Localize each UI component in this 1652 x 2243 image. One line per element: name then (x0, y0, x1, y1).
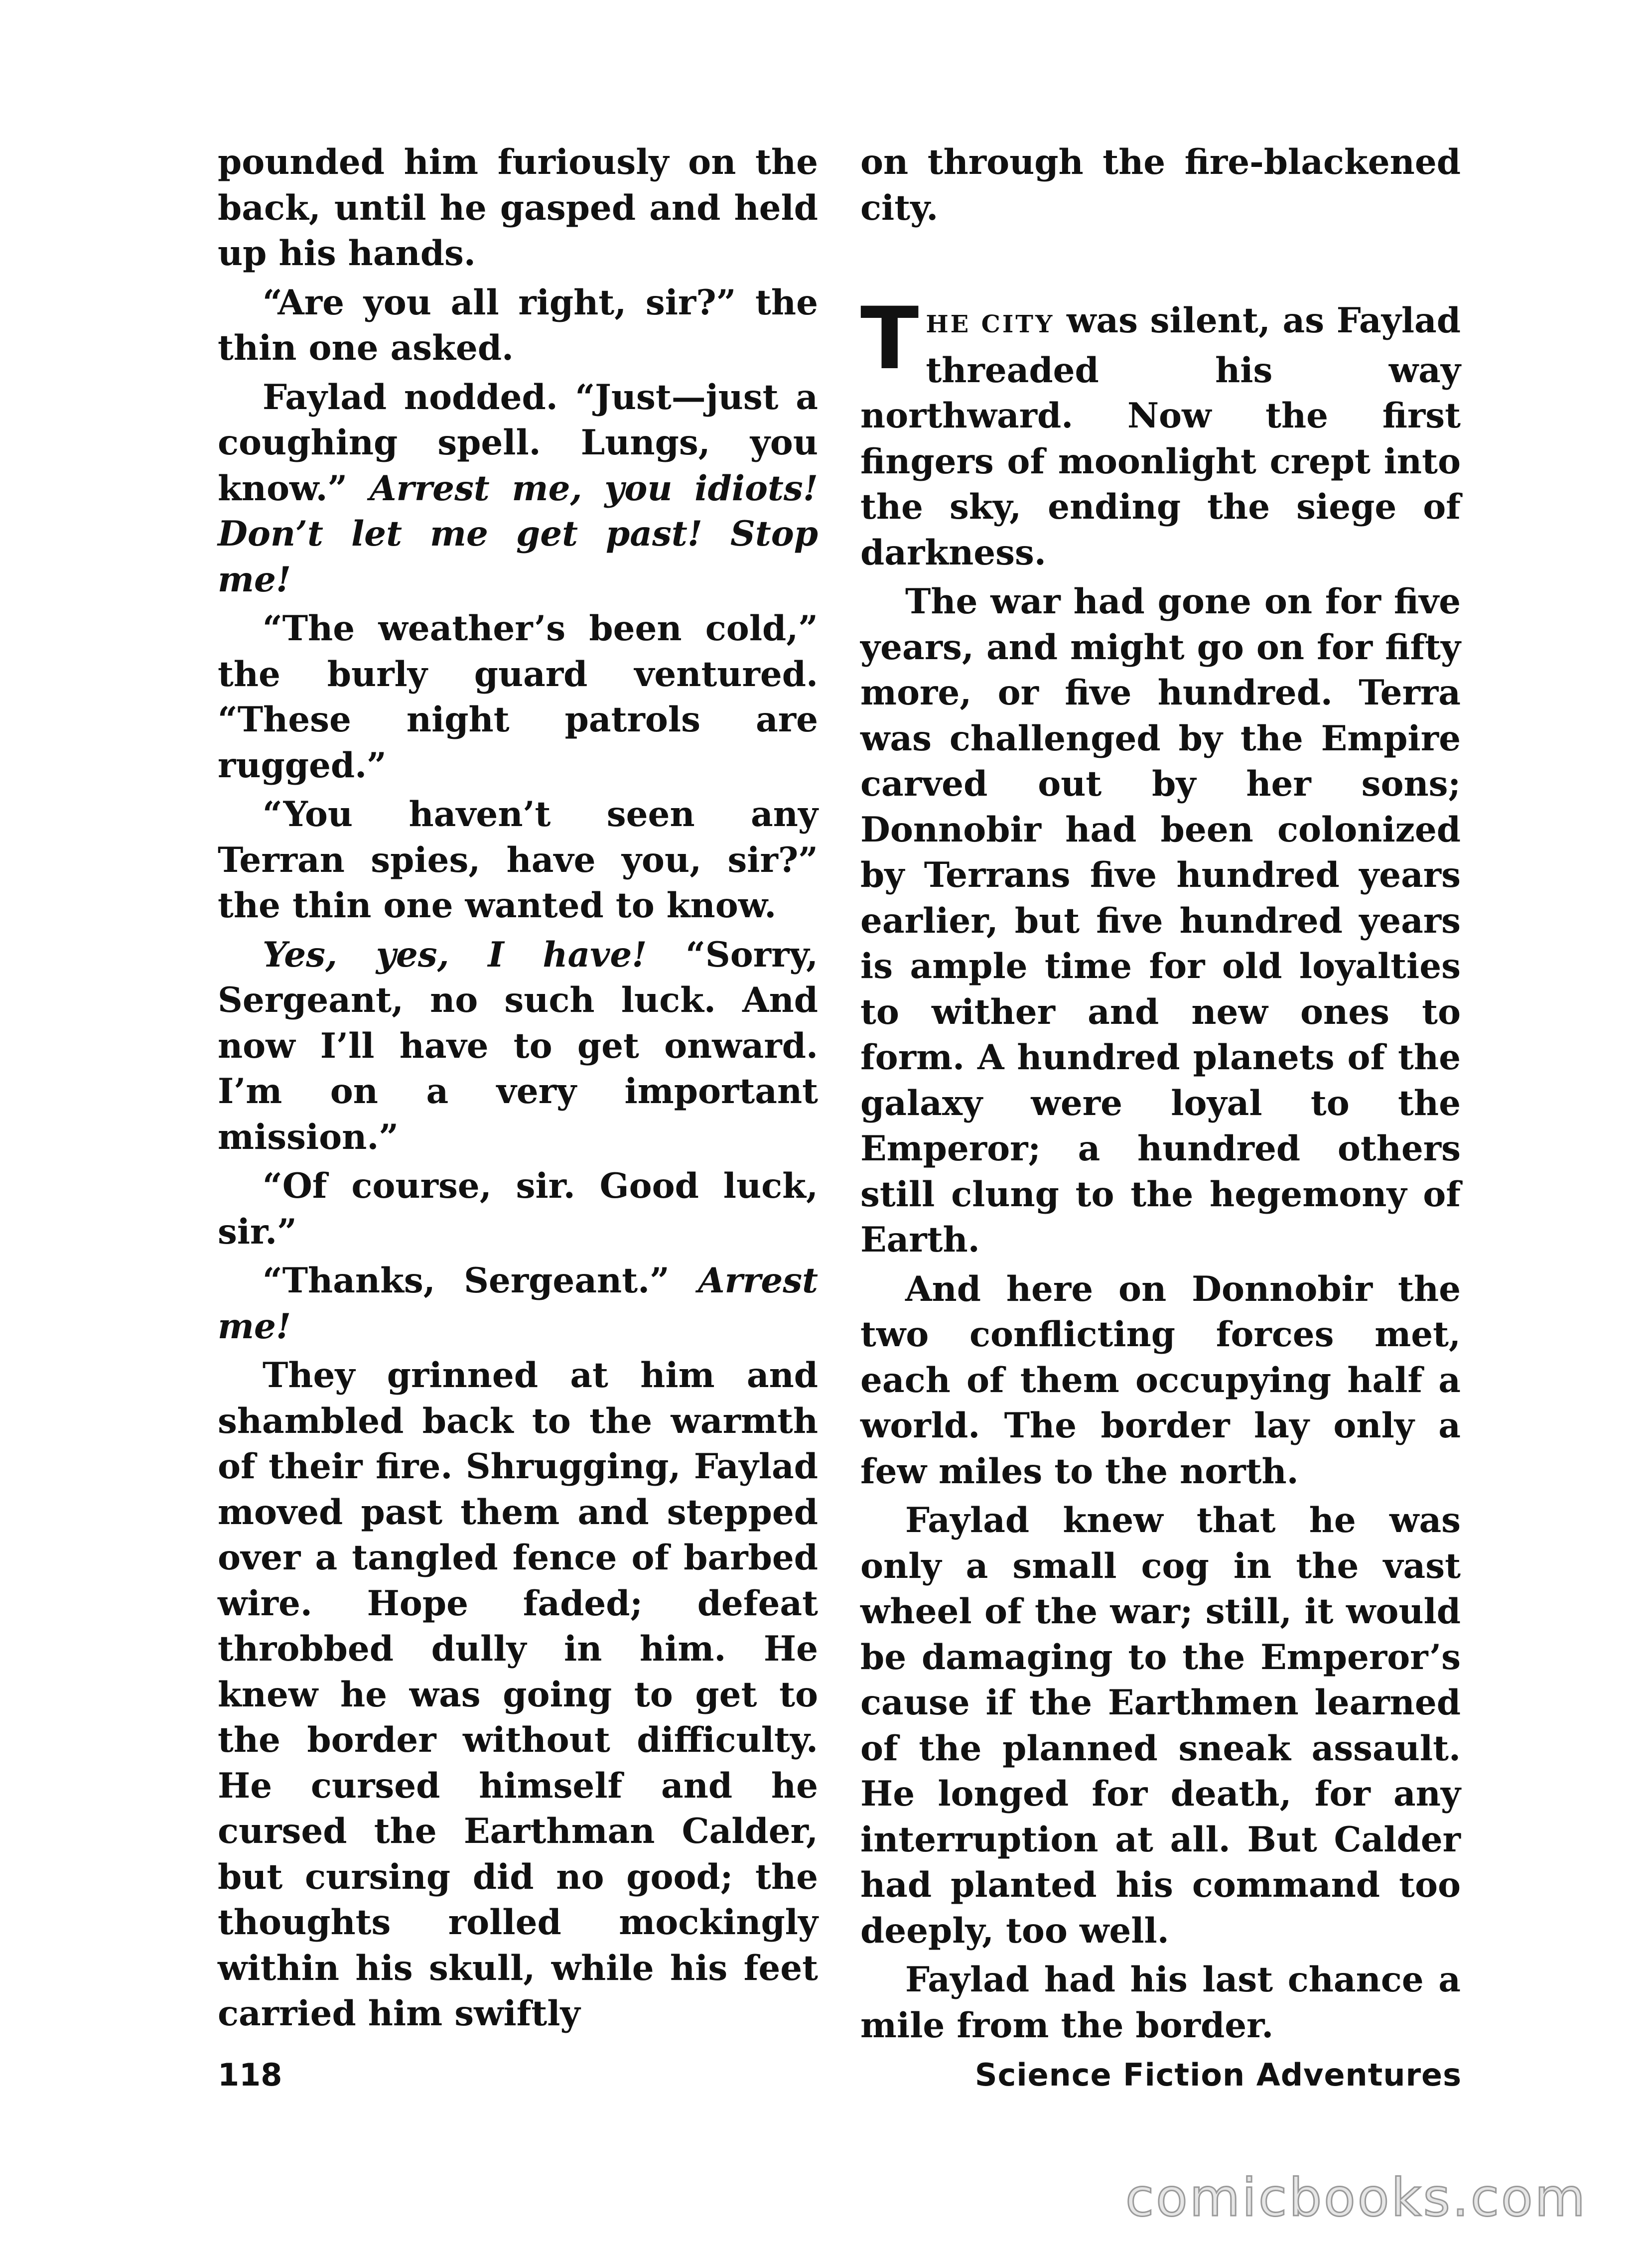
small-caps-lead: HE CITY (926, 310, 1055, 338)
paragraph: Faylad had his last chance a mile from the border. (860, 1960, 1461, 2046)
paragraph-text: Faylad nodded. “Just—just a coughing spell. Lungs, you know.” (218, 377, 818, 509)
paragraph: on through the fire-blackened city. (860, 142, 1461, 228)
paragraph-text: “Sorry, Sergeant, no such luck. And now I’ll have to get onward. I’m on a very important mission.” (218, 934, 819, 1157)
paragraph: “You haven’t seen any Terran spies, have you, sir?” the thin one wanted to know. (218, 794, 818, 926)
section-opening-paragraph (860, 288, 1461, 575)
italic-thought: Yes, yes, I have! (263, 934, 647, 975)
paragraph: And here on Donnobir the two conflicting forces met, each of them occupying half a world. The border lay only a few miles to the north. (860, 1268, 1461, 1492)
paragraph-text: “Thanks, Sergeant.” (263, 1261, 698, 1301)
paragraph: They grinned at him and shambled back to the warmth of their fire. Shrugging, Faylad moved past them and stepped over a tangled fence of barbed wire. Hope faded; defeat throbbed dully in him. He knew he was going to get to the border without difficulty. He cursed himself and he cursed the Earthman Calder, but cursing did no good; the thoughts rolled mockingly within his skull, while his feet carried him swiftly (218, 1355, 818, 2034)
paragraph: pounded him furiously on the back, until he gasped and held up his hands. (218, 142, 818, 274)
paragraph: The war had gone on for five years, and might go on for fifty more, or five hundred. Terra was challenged by the Empire carved out by her sons; Donnobir had been colonized by Terrans five hundred years earlier, but five hundred years is ample time for old loyalties to wither and new ones to form. A hundred planets of the galaxy were loyal to the Emperor; a hundred others still clung to the hegemony of Earth. (860, 581, 1461, 1260)
italic-thought: Arrest me! (218, 1261, 818, 1347)
page-number: 118 (218, 2057, 282, 2093)
italic-thought: Arrest me, you idiots! Don’t let me get past! Stop me! (218, 468, 819, 600)
paragraph: “Are you all right, sir?” the thin one asked. (218, 282, 818, 368)
watermark: comicbooks.com (1125, 2167, 1587, 2228)
paragraph: “The weather’s been cold,” the burly guard ventured. “These night patrols are rugged.” (218, 608, 818, 786)
running-title: Science Fiction Adventures (974, 2057, 1462, 2093)
paragraph: “Of course, sir. Good luck, sir.” (218, 1166, 818, 1252)
left-text-column (218, 140, 818, 2040)
drop-cap: T (860, 288, 919, 389)
paragraph (218, 932, 818, 1160)
right-text-column (860, 140, 1461, 2052)
paragraph (218, 1258, 818, 1349)
paragraph (218, 375, 818, 603)
paragraph: Faylad knew that he was only a small cog in the vast wheel of the war; still, it would be damaging to the Emperor’s cause if the Earthmen learned of the planned sneak assault. He longed for death, for any interruption at all. But Calder had planted his command too deeply, too well. (860, 1500, 1461, 1951)
paragraph-text: was silent, as Faylad threaded his way northward. Now the first fingers of moonlight crept into the sky, ending the siege of darkness. (860, 300, 1461, 573)
